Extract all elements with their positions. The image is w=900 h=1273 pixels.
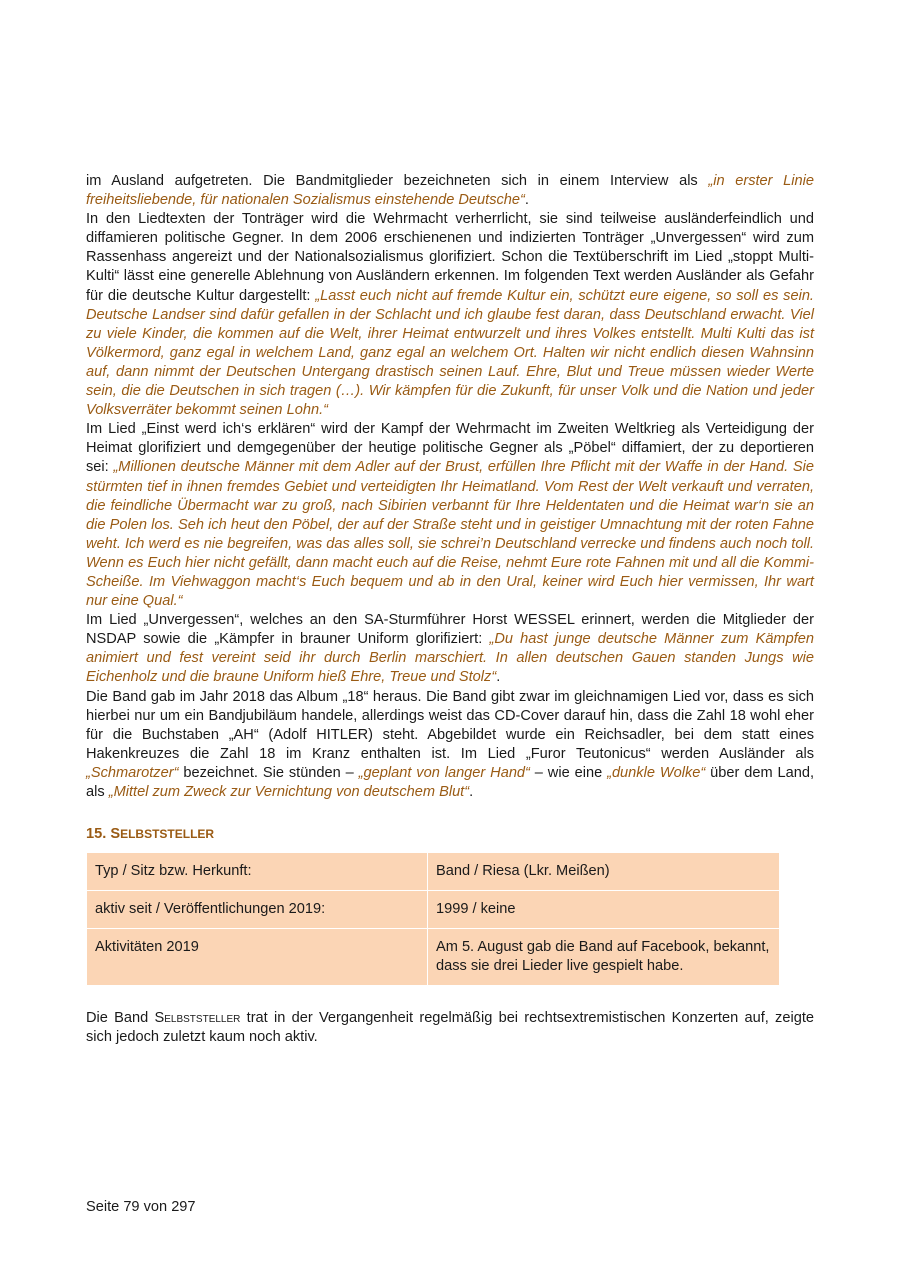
table-key: Aktivitäten 2019: [87, 929, 428, 986]
body-text: Im Lied „Unvergessen“, welches an den SA-Sturmführer Horst WESSEL erinnert, werden die Mitglieder der NSDAP sowie die „Kämpfer in brauner Uniform glorifiziert:: [86, 612, 814, 648]
table-row: [87, 891, 780, 929]
section-title-first: S: [110, 826, 121, 843]
table-value: 1999 / keine: [428, 891, 780, 929]
body-text: – wie eine: [529, 764, 608, 781]
body-text: bezeichnet. Sie stünden –: [178, 764, 359, 781]
quote-text: „geplant von langer Hand“: [358, 764, 530, 781]
table-value: Am 5. August gab die Band auf Facebook, bekannt, dass sie drei Lieder live gespielt habe.: [428, 929, 780, 986]
section-heading: [86, 826, 814, 842]
body-text: .: [524, 192, 529, 209]
body-paragraph: [86, 611, 814, 687]
page-number: Seite 79 von 297: [86, 1199, 196, 1215]
body-text: In den Liedtexten der Tonträger wird die Wehrmacht verherrlicht, sie sind teilweise ausländerfeindlich und diffamieren politische Gegner. In dem 2006 erschienenen und indizierten Tonträger „Unvergessen“ wird zum Rassenhass angereizt und der Nationalsozialismus glorifiziert. Schon die Textüberschrift im Lied „stoppt Multi-Kulti“ lässt eine generelle Ablehnung von Ausländern erkennen. Im folgenden Text werden Ausländer als Gefahr für die deutsche Kultur dargestellt:: [86, 211, 814, 304]
document-body: [86, 172, 814, 1047]
section-title-rest: ELBSTSTELLER: [120, 827, 215, 842]
quote-text: „Mittel zum Zweck zur Vernichtung von deutschem Blut“: [108, 784, 470, 800]
quote-text: „in erster Linie freiheitsliebende, für nationalen Sozialismus einstehende Deutsche“: [86, 173, 814, 209]
table-row: [87, 853, 780, 891]
table-row: [87, 929, 780, 986]
body-text: im Ausland aufgetreten. Die Bandmitglieder bezeichneten sich in einem Interview als: [86, 173, 709, 189]
band-name: Selbststeller: [154, 1010, 241, 1027]
band-info-table: [86, 852, 780, 986]
closing-after: trat in der Vergangenheit regelmäßig bei rechtsextremistischen Konzerten auf, zeigte sich jedoch zuletzt kaum noch aktiv.: [86, 1010, 815, 1046]
body-text: .: [496, 669, 501, 686]
body-text: Die Band gab im Jahr 2018 das Album „18“ heraus. Die Band gibt zwar im gleichnamigen Lied vor, dass es sich hierbei nur um ein Bandjubiläum handele, allerdings weist das CD-Cover darauf hin, dass die Zahl 18 wohl eher für die Buchstaben „AH“ (Adolf HITLER) steht. Abgebildet wurde ein Reichsadler, bei dem statt eines Hakenkreuzes die Zahl 18 im Kranz enthalten ist. Im Lied „Furor Teutonicus“ werden Ausländer als: [86, 688, 814, 762]
body-paragraph: [86, 420, 814, 611]
body-paragraph: [86, 688, 814, 803]
body-paragraph: [86, 172, 814, 210]
section-number: 15.: [86, 826, 107, 843]
quote-text: „Du hast junge deutsche Männer zum Kämpfen animiert und fest vereint seid ihr durch Berlin marschiert. In allen deutschen Gauen standen Jungs wie Eichenholz und die braune Uniform hieß Ehre, Treue und Stolz“: [86, 631, 814, 686]
table-value: Band / Riesa (Lkr. Meißen): [428, 853, 780, 891]
body-text: über dem Land, als: [86, 764, 815, 800]
table-key: aktiv seit / Veröffentlichungen 2019:: [87, 891, 428, 929]
closing-before: Die Band: [86, 1010, 155, 1027]
body-paragraph: [86, 210, 814, 420]
body-paragraphs: [86, 172, 814, 802]
body-text: Im Lied „Einst werd ich‘s erklären“ wird der Kampf der Wehrmacht im Zweiten Weltkrieg als Verteidigung der Heimat glorifiziert und demgegenüber der heutige politische Gegner als „Pöbel“ diffamiert, der zu deportieren sei:: [86, 421, 814, 476]
body-text: .: [469, 784, 474, 800]
quote-text: „Schmarotzer“: [86, 764, 179, 781]
quote-text: „dunkle Wolke“: [607, 764, 706, 781]
table-key: Typ / Sitz bzw. Herkunft:: [87, 853, 428, 891]
closing-paragraph: [86, 1009, 814, 1047]
quote-text: „Lasst euch nicht auf fremde Kultur ein, schützt eure eigene, so soll es sein. Deutsche Landser sind dafür gefallen in der Schlacht und ich glaube fest daran, dass Deutschland erwacht. Viel zu viele Kinder, die kommen auf die Welt, ihrer Heimat entwurzelt und ihres Volkes entstellt. Multi Kulti das ist Völkermord, ganz egal in welchem Land, ganz egal an welchem Ort. Halten wir nicht endlich diesen Wahnsinn auf, dann nimmt der Deutschen Untergang drastisch seinen Lauf. Ehre, Blut und Treue müssen wieder Werte sein, die die Deutschen in sich tragen (…). Wir kämpfen für die Zukunft, für unser Volk und die Nation und jeder Volksverräter bekommt seinen Lohn.“: [86, 287, 814, 419]
quote-text: „Millionen deutsche Männer mit dem Adler auf der Brust, erfüllen Ihre Pflicht mit der Waffe in der Hand. Sie stürmten tief in ihnen fremdes Gebiet und verteidigten Ihr Heimatland. Vom Rest der Welt verkauft und verraten, die feindliche Übermacht war zu groß, nach Sibirien verbannt für Ihre Heldentaten und die Heimat war‘n sie an die Polen los. Seh ich heut den Pöbel, der auf der Straße steht und in geistiger Umnachtung mit der roten Fahne weht. Ich werd es nie begreifen, was das alles soll, sie schrei’n Deutschland verrecke und findens auch noch toll. Wenn es Euch hier nicht gefällt, dann macht euch auf die Reise, nehmt Eure rote Fahnen mit und all die Kommi-Scheiße. Im Viehwaggon macht‘s Euch bequem und ab in den Ural, keiner wird Euch hier vermissen, Ihr wart nur eine Qual.“: [86, 459, 815, 610]
